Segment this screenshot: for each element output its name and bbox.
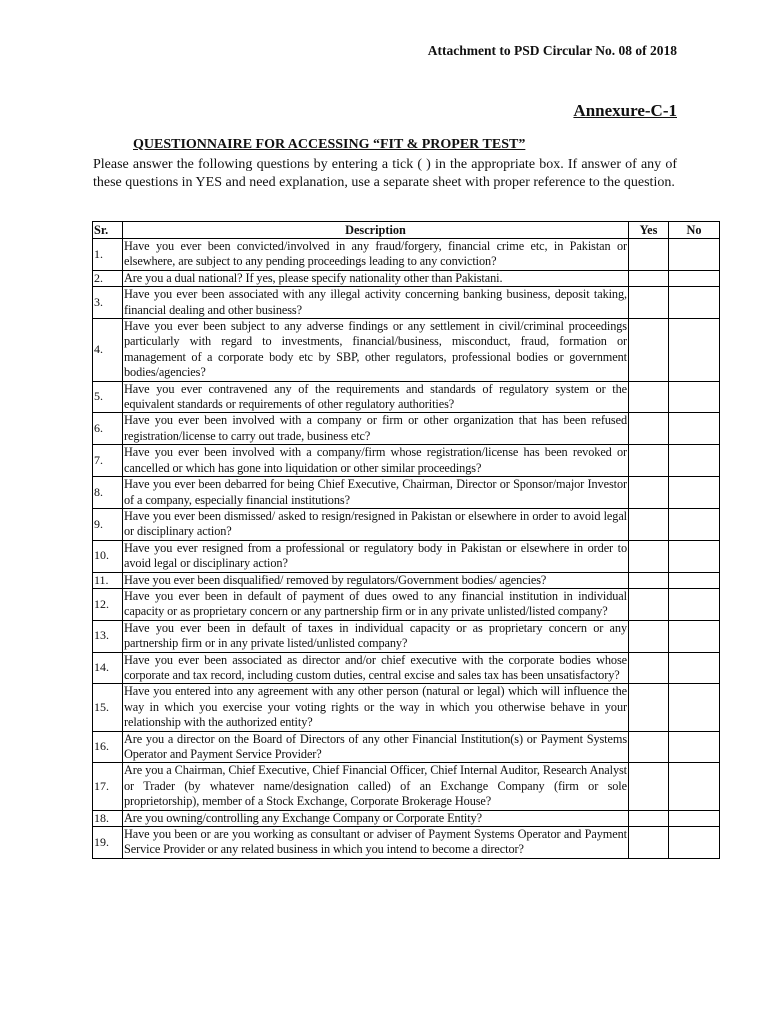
no-answer-box[interactable]	[669, 810, 720, 826]
question-text: Have you ever been involved with a company or firm or other organization that has been refused registration/license to carry out trade, business etc?	[124, 413, 627, 443]
yes-answer-box[interactable]	[629, 588, 669, 620]
question-number: 14.	[93, 652, 123, 684]
question-text: Have you ever been disqualified/ removed by regulators/Government bodies/ agencies?	[123, 572, 629, 588]
questionnaire-title: QUESTIONNAIRE FOR ACCESSING “FIT & PROPER TEST”	[133, 137, 526, 152]
yes-answer-box[interactable]	[629, 270, 669, 286]
question-number: 17.	[93, 763, 123, 810]
table-row	[93, 239, 720, 271]
question-text: Are you owning/controlling any Exchange Company or Corporate Entity?	[123, 810, 629, 826]
yes-answer-box[interactable]	[629, 508, 669, 540]
questions-body	[93, 239, 720, 859]
table-row	[93, 684, 720, 731]
question-number: 10.	[93, 540, 123, 572]
table-row	[93, 413, 720, 445]
question-number: 9.	[93, 508, 123, 540]
header-yes: Yes	[629, 222, 669, 239]
table-row	[93, 763, 720, 810]
question-number: 6.	[93, 413, 123, 445]
yes-answer-box[interactable]	[629, 572, 669, 588]
question-text: Have you ever been in default of payment of dues owed to any financial institution in individual capacity or as proprietary concern or any partnership firm or in any private unlisted/listed company?	[124, 588, 627, 619]
yes-answer-box[interactable]	[629, 319, 669, 382]
table-row	[93, 287, 720, 319]
table-row	[93, 827, 720, 859]
table-row	[93, 652, 720, 684]
yes-answer-box[interactable]	[629, 445, 669, 477]
yes-answer-box[interactable]	[629, 477, 669, 509]
question-text: Have you ever been convicted/involved in any fraud/forgery, financial crime etc, in Pakistan or elsewhere, are subject to any pending proceedings leading to any conviction?	[124, 239, 627, 269]
table-row	[93, 477, 720, 509]
instructions-paragraph: Please answer the following questions by entering a tick ( ) in the appropriate box. If answer of any of these questions in YES and need explanation, use a separate sheet with proper reference to the question.	[93, 157, 677, 190]
table-row	[93, 572, 720, 588]
question-text: Have you ever been debarred for being Chief Executive, Chairman, Director or Sponsor/major Investor of a company, especially financial institutions?	[124, 477, 627, 507]
question-text: Have you ever resigned from a professional or regulatory body in Pakistan or elsewhere in order to avoid legal or disciplinary action?	[124, 540, 627, 571]
question-text: Have you entered into any agreement with any other person (natural or legal) which will influence the way in which you exercise your voting rights or the way in which you otherwise behave in your relationship with the authorized entity?	[124, 684, 627, 730]
header-no: No	[669, 222, 720, 239]
header-description: Description	[123, 222, 629, 239]
annexure-heading: Annexure-C-1	[573, 101, 677, 120]
table-row	[93, 445, 720, 477]
question-number: 15.	[93, 684, 123, 731]
no-answer-box[interactable]	[669, 572, 720, 588]
question-text: Have you ever been dismissed/ asked to resign/resigned in Pakistan or elsewhere in order to avoid legal or disciplinary action?	[124, 508, 627, 539]
no-answer-box[interactable]	[669, 477, 720, 509]
yes-answer-box[interactable]	[629, 287, 669, 319]
question-number: 16.	[93, 731, 123, 763]
question-number: 13.	[93, 620, 123, 652]
question-number: 7.	[93, 445, 123, 477]
yes-answer-box[interactable]	[629, 810, 669, 826]
no-answer-box[interactable]	[669, 270, 720, 286]
question-number: 3.	[93, 287, 123, 319]
question-text: Have you ever contravened any of the requirements and standards of regulatory system or the equivalent standards or requirements of other regulatory authorities?	[124, 381, 627, 412]
table-row	[93, 810, 720, 826]
yes-answer-box[interactable]	[629, 731, 669, 763]
no-answer-box[interactable]	[669, 413, 720, 445]
no-answer-box[interactable]	[669, 652, 720, 684]
yes-answer-box[interactable]	[629, 763, 669, 810]
question-text: Have you been or are you working as consultant or adviser of Payment Systems Operator and Payment Service Provider or any related business in which you intend to become a director?	[124, 827, 627, 857]
yes-answer-box[interactable]	[629, 540, 669, 572]
table-row	[93, 381, 720, 413]
yes-answer-box[interactable]	[629, 684, 669, 731]
no-answer-box[interactable]	[669, 588, 720, 620]
table-row	[93, 731, 720, 763]
question-text: Have you ever been subject to any adverse findings or any settlement in civil/criminal proceedings particularly with regard to investments, financial/business, misconduct, fraud, formation or management of a corporate body etc by SBP, other regulators, professional bodies or government bodies/agencies?	[124, 319, 627, 380]
question-text: Are you a director on the Board of Directors of any other Financial Institution(s) or Payment Systems Operator and Payment Service Provider?	[124, 731, 627, 761]
yes-answer-box[interactable]	[629, 652, 669, 684]
no-answer-box[interactable]	[669, 287, 720, 319]
no-answer-box[interactable]	[669, 381, 720, 413]
question-number: 4.	[93, 319, 123, 382]
question-text: Have you ever been involved with a company/firm whose registration/license has been revoked or cancelled or which has gone into liquidation or other similar proceedings?	[124, 445, 627, 475]
question-number: 2.	[93, 270, 123, 286]
question-text: Have you ever been in default of taxes in individual capacity or as proprietary concern or any partnership firm or in any private listed/unlisted company?	[124, 620, 627, 651]
question-number: 19.	[93, 827, 123, 859]
question-text: Have you ever been associated as director and/or chief executive with the corporate bodies whose corporate and tax record, including custom duties, central excise and sales tax has been unsatisfactory?	[124, 652, 627, 682]
question-number: 12.	[93, 588, 123, 620]
no-answer-box[interactable]	[669, 684, 720, 731]
table-row	[93, 508, 720, 540]
attachment-reference: Attachment to PSD Circular No. 08 of 2018	[427, 43, 677, 58]
no-answer-box[interactable]	[669, 731, 720, 763]
header-sr: Sr.	[93, 222, 123, 239]
no-answer-box[interactable]	[669, 508, 720, 540]
questionnaire-table	[92, 221, 720, 859]
question-number: 8.	[93, 477, 123, 509]
no-answer-box[interactable]	[669, 445, 720, 477]
question-number: 1.	[93, 239, 123, 271]
yes-answer-box[interactable]	[629, 381, 669, 413]
table-row	[93, 588, 720, 620]
table-row	[93, 620, 720, 652]
no-answer-box[interactable]	[669, 540, 720, 572]
yes-answer-box[interactable]	[629, 413, 669, 445]
yes-answer-box[interactable]	[629, 827, 669, 859]
question-number: 5.	[93, 381, 123, 413]
table-row	[93, 270, 720, 286]
no-answer-box[interactable]	[669, 319, 720, 382]
table-row	[93, 319, 720, 382]
question-number: 18.	[93, 810, 123, 826]
question-text: Have you ever been associated with any illegal activity concerning banking business, deposit taking, financial dealing and other business?	[124, 287, 627, 317]
yes-answer-box[interactable]	[629, 620, 669, 652]
no-answer-box[interactable]	[669, 239, 720, 271]
question-text: Are you a Chairman, Chief Executive, Chief Financial Officer, Chief Internal Auditor, Research Analyst or Trader (by whatever name/designation called) of an Exchange Company (firm or sole proprietorship), member of a Stock Exchange, Corporate Brokerage House?	[124, 763, 627, 809]
question-number: 11.	[93, 572, 123, 588]
table-header-row	[93, 222, 720, 239]
table-row	[93, 540, 720, 572]
no-answer-box[interactable]	[669, 827, 720, 859]
no-answer-box[interactable]	[669, 620, 720, 652]
yes-answer-box[interactable]	[629, 239, 669, 271]
no-answer-box[interactable]	[669, 763, 720, 810]
question-text: Are you a dual national? If yes, please specify nationality other than Pakistani.	[123, 270, 629, 286]
